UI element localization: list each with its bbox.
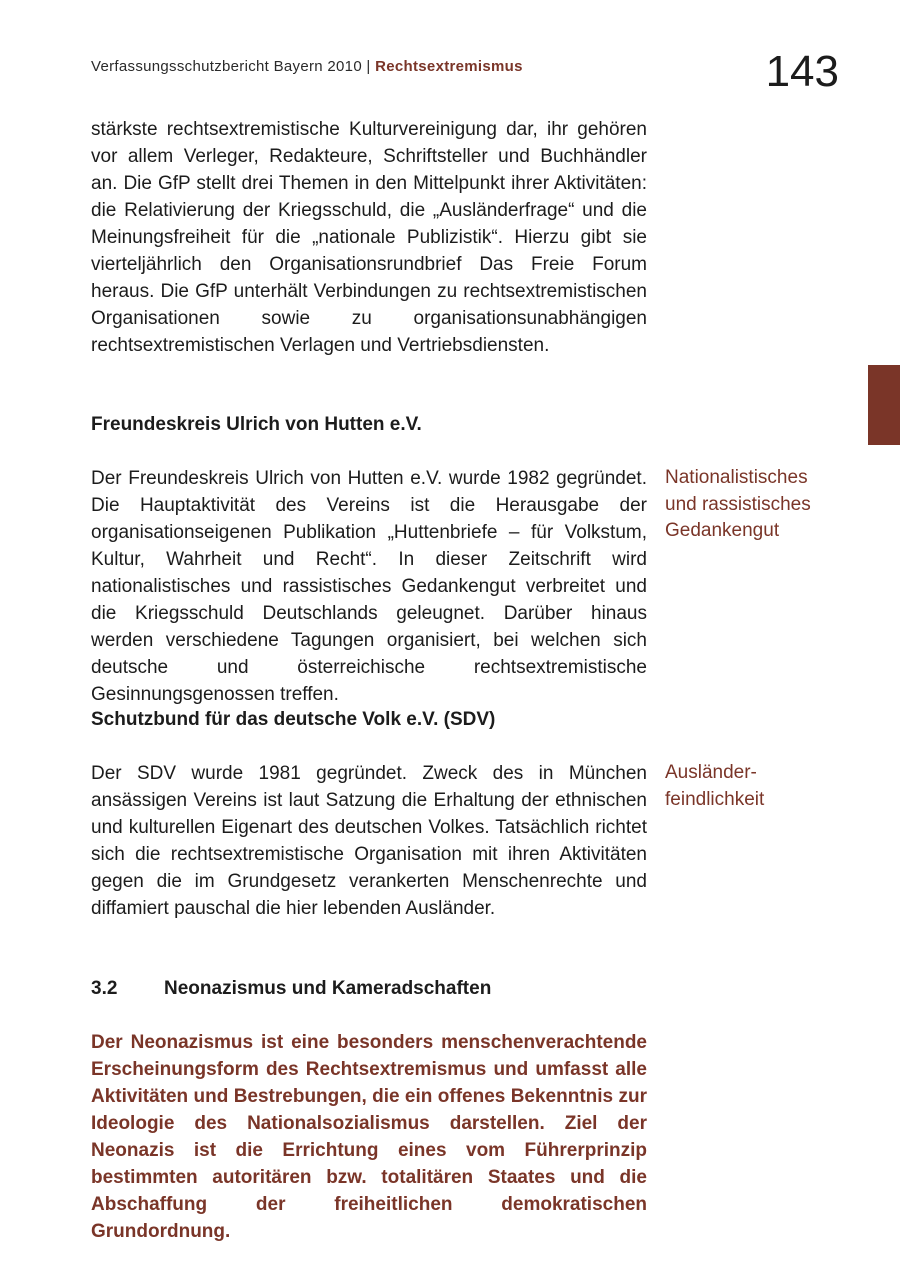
heading-freundeskreis-hutten: Freundeskreis Ulrich von Hutten e.V.: [91, 414, 422, 435]
margin-note-line: und rassistisches: [665, 493, 811, 515]
sdv-heading-block: [91, 706, 647, 733]
intro-paragraph: stärkste rechtsextremistische Kulturvereinigung dar, ihr gehören vor allem Verleger, Redakteure, Schriftsteller und Buchhändler an. Die GfP stellt drei Themen in den Mittelpunkt ihrer Aktivitäten: die Relativierung der Kriegsschuld, die „Ausländerfrage“ und die Meinungsfreiheit für die „nationale Publizistik“. Hierzu gibt sie vierteljährlich den Organisationsrundbrief Das Freie Forum heraus. Die GfP unterhält Verbindungen zu rechtsextremistischen Organisationen sowie zu organisationsunabhängigen rechtsextremistischen Verlagen und Vertriebsdiensten.: [91, 119, 647, 356]
hutten-block: [91, 465, 647, 708]
margin-note-line: feindlichkeit: [665, 788, 765, 810]
margin-note-sdv: [665, 760, 865, 813]
margin-note-line: Nationalistisches: [665, 467, 808, 488]
margin-note-line: Ausländer-: [665, 762, 757, 783]
header-separator: |: [361, 58, 376, 75]
margin-note-hutten: [665, 465, 865, 545]
section-heading-3-2: [91, 975, 647, 1002]
report-title: Verfassungsschutzbericht Bayern 2010: [91, 58, 362, 75]
page-number: 143: [765, 47, 839, 96]
hutten-heading-block: [91, 411, 647, 438]
sdv-paragraph: Der SDV wurde 1981 gegründet. Zweck des in München ansässigen Vereins ist laut Satzung die Erhaltung der ethnischen und kulturellen Eigenart des deutschen Volkes. Tatsächlich richtet sich die rechtsextremistische Organisation mit ihren Aktivitäten gegen die im Grundgesetz verankerten Menschenrechte und diffamiert pauschal die hier lebenden Ausländer.: [91, 763, 647, 919]
running-header: [91, 58, 523, 75]
heading-schutzbund-sdv: Schutzbund für das deutsche Volk e.V. (SDV): [91, 709, 496, 730]
neonazismus-lead-paragraph: Der Neonazismus ist eine besonders menschenverachtende Erscheinungsform des Rechtsextremismus und umfasst alle Aktivitäten und Bestrebungen, die ein offenes Bekenntnis zur Ideologie des Nationalsozialismus darstellen. Ziel der Neonazis ist die Errichtung eines vom Führerprinzip bestimmten autoritären bzw. totalitären Staates und die Abschaffung der freiheitlichen demokratischen Grundordnung.: [91, 1032, 647, 1242]
margin-note-line: Gedankengut: [665, 520, 780, 541]
intro-block: [91, 116, 647, 359]
section-number: 3.2: [91, 978, 118, 999]
section-3-2-lead-block: [91, 1029, 647, 1245]
section-title: Neonazismus und Kameradschaften: [164, 978, 492, 999]
section-3-2-heading-block: [91, 975, 647, 1002]
chapter-label: Rechtsextremismus: [375, 58, 523, 75]
chapter-tab-marker: [868, 365, 900, 445]
sdv-block: [91, 760, 647, 922]
hutten-paragraph: Der Freundeskreis Ulrich von Hutten e.V. wurde 1982 gegründet. Die Hauptaktivität des Vereins ist die Herausgabe der organisationseigenen Publikation „Huttenbriefe – für Volkstum, Kultur, Wahrheit und Recht“. In dieser Zeitschrift wird nationalistisches und rassistisches Gedankengut verbreitet und die Kriegsschuld Deutschlands geleugnet. Darüber hinaus werden verschiedene Tagungen organisiert, bei welchen sich deutsche und österreichische rechtsextremistische Gesinnungsgenossen treffen.: [91, 468, 647, 705]
